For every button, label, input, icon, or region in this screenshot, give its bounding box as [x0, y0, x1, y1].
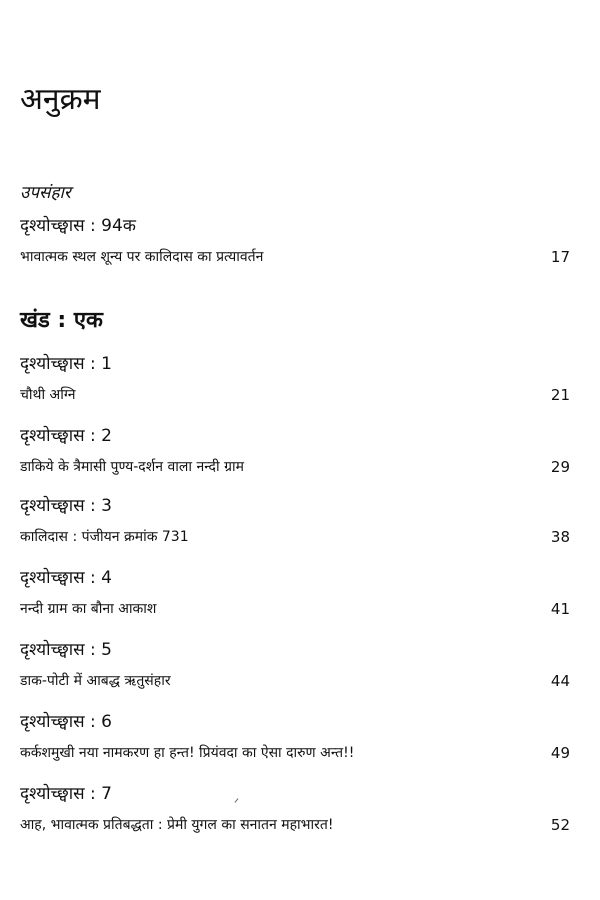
toc-entry — [20, 352, 570, 406]
entry-page-number: 41 — [550, 600, 570, 618]
entry-row — [20, 814, 570, 836]
entry-heading: दृश्योच्छ्वास : 6 — [20, 712, 113, 732]
epilogue-label: उपसंहार — [20, 183, 71, 203]
entry-row — [20, 742, 570, 764]
toc-entry — [20, 566, 570, 620]
entry-title: नन्दी ग्राम का बौना आकाश — [20, 601, 157, 617]
entry-row — [20, 526, 570, 548]
entry-row — [20, 598, 570, 620]
entry-heading: दृश्योच्छ्वास : 3 — [20, 496, 113, 516]
toc-entry — [20, 710, 570, 764]
entry-page-number: 49 — [550, 744, 570, 762]
toc-entry — [20, 638, 570, 692]
entry-page-number: 44 — [550, 672, 570, 690]
toc-entry — [20, 494, 570, 548]
entry-title: चौथी अग्नि — [20, 387, 76, 403]
entry-title: भावात्मक स्थल शून्य पर कालिदास का प्रत्यावर्तन — [20, 249, 264, 265]
entry-page-number: 38 — [550, 528, 570, 546]
entry-page-number: 52 — [550, 816, 570, 834]
entry-heading: दृश्योच्छ्वास : 94क — [20, 216, 136, 236]
entry-page-number: 29 — [550, 458, 570, 476]
entry-title: आह, भावात्मक प्रतिबद्धता : प्रेमी युगल का सनातन महाभारत! — [20, 817, 334, 833]
entry-title: डाकिये के त्रैमासी पुण्य-दर्शन वाला नन्दी ग्राम — [20, 459, 244, 475]
page-title: अनुक्रम — [20, 82, 101, 117]
toc-entry — [20, 782, 570, 836]
entry-title: डाक-पोटी में आबद्ध ऋतुसंहार — [20, 673, 171, 689]
entry-row — [20, 384, 570, 406]
entry-row — [20, 456, 570, 478]
entry-heading: दृश्योच्छ्वास : 7 — [20, 784, 113, 804]
entry-heading: दृश्योच्छ्वास : 5 — [20, 640, 113, 660]
entry-row — [20, 246, 570, 268]
entry-title: कालिदास : पंजीयन क्रमांक 731 — [20, 529, 189, 545]
entry-heading: दृश्योच्छ्वास : 4 — [20, 568, 113, 588]
entry-page-number: 17 — [550, 248, 570, 266]
entry-heading: दृश्योच्छ्वास : 1 — [20, 354, 113, 374]
part-heading: खंड : एक — [20, 308, 103, 333]
entry-row — [20, 670, 570, 692]
entry-title: कर्कशमुखी नया नामकरण हा हन्त! प्रियंवदा का ऐसा दारुण अन्त!! — [20, 745, 355, 761]
toc-entry — [20, 424, 570, 478]
toc-entry — [20, 214, 570, 268]
entry-page-number: 21 — [550, 386, 570, 404]
entry-heading: दृश्योच्छ्वास : 2 — [20, 426, 113, 446]
